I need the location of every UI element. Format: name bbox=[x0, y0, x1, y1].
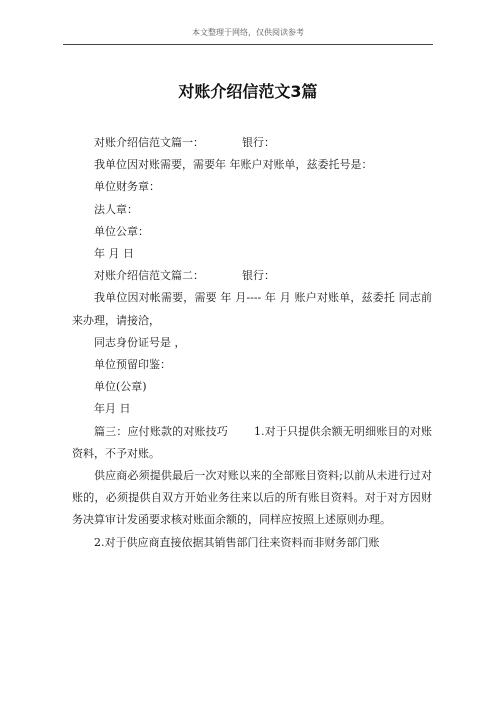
header-divider bbox=[63, 44, 433, 45]
paragraph-15: 2.对于供应商直接依据其销售部门往来资料而非财务部门账 bbox=[94, 535, 380, 549]
paragraph-13: 篇三：应付账款的对账技巧 1.对于只提供余额无明细账目的对账资料，不予对账。 bbox=[72, 424, 432, 460]
paragraph-9: 同志身份证号是 ， bbox=[94, 335, 186, 349]
paragraph-8: 我单位因对帐需要，需要 年 月---- 年 月 账户对账单，兹委托 同志前来办理，请接洽， bbox=[72, 291, 432, 327]
paragraph-10: 单位预留印鉴： bbox=[94, 358, 171, 372]
paragraph-11: 单位(公章) bbox=[94, 380, 147, 394]
paragraph-6: 年 月 日 bbox=[94, 247, 134, 261]
paragraph-12: 年月 日 bbox=[94, 402, 131, 416]
paragraph-2: 我单位因对账需要，需要年 年账户对账单，兹委托号是： bbox=[94, 158, 373, 172]
paragraph-5: 单位公章： bbox=[94, 224, 149, 238]
paragraph-14: 供应商必须提供最后一次对账以来的全部账目资料;以前从未进行过对账的，必须提供自双方开始业务往来以后的所有账目资料。对于对方因财务决算审计发函要求核对账面余额的，同样应按照上述原则办理。 bbox=[72, 469, 432, 527]
paragraph-7: 对账介绍信范文篇二： 银行： bbox=[94, 269, 275, 283]
document-title: 对账介绍信范文3篇 bbox=[178, 82, 318, 101]
paragraph-4: 法人章： bbox=[94, 202, 138, 216]
header-note: 本文整理于网络，仅供阅读参考 bbox=[192, 28, 304, 37]
paragraph-3: 单位财务章： bbox=[94, 180, 160, 194]
paragraph-1: 对账介绍信范文篇一： 银行： bbox=[94, 136, 275, 149]
document-body bbox=[72, 132, 432, 554]
